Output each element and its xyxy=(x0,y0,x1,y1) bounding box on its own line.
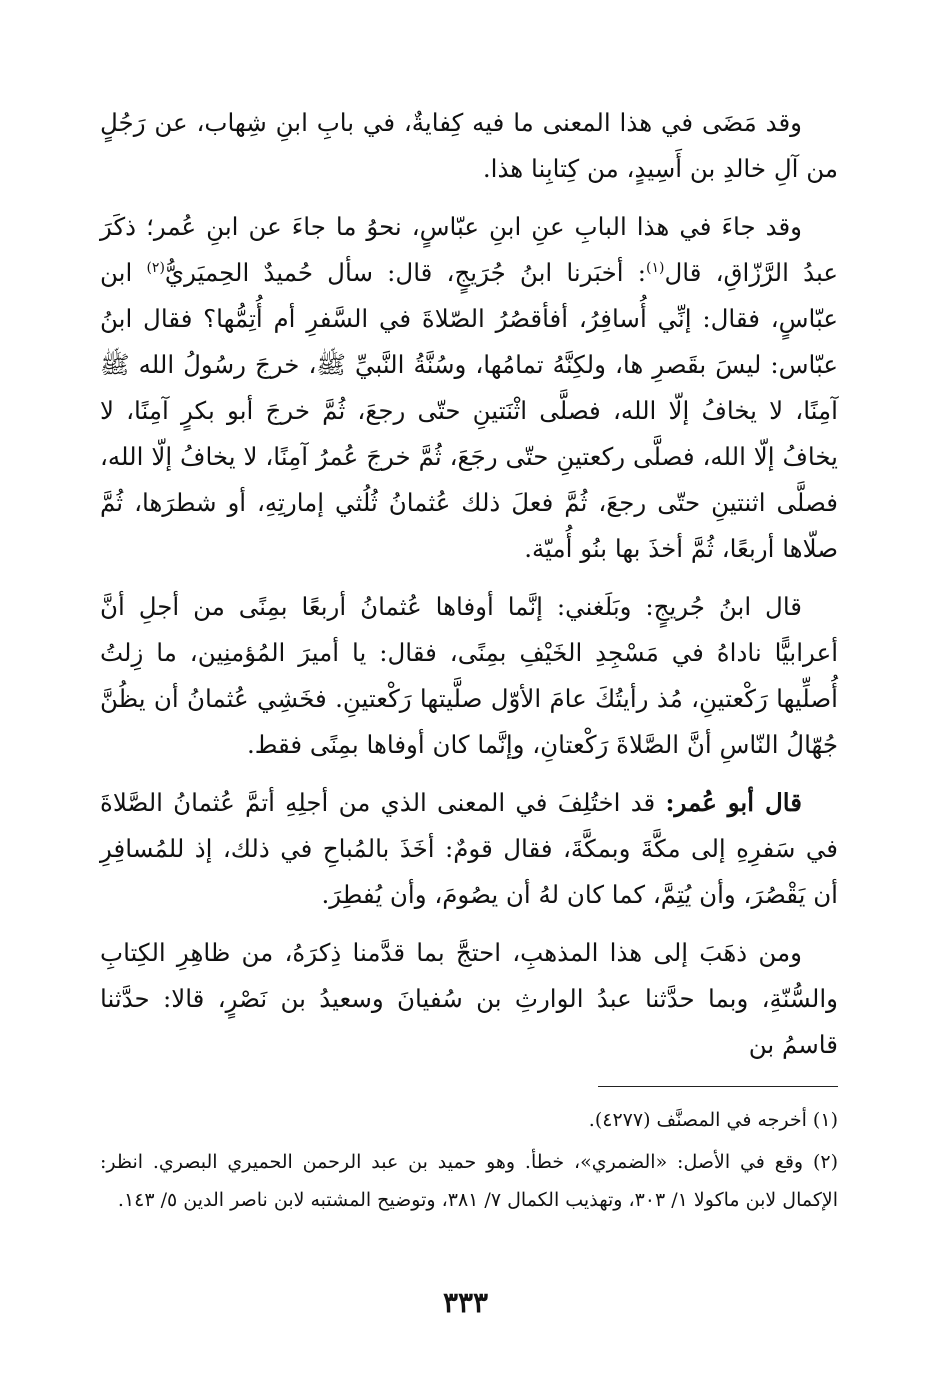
footnote-ref-2[interactable]: (٢) xyxy=(146,259,165,276)
footnote-1: (١) أخرجه في المصنَّف (٤٢٧٧). xyxy=(588,1109,838,1131)
footnote-2: (٢) وقع في الأصل: «الضمري»، خطأ. وهو حميد بن عبد الرحمن الحميري البصري. انظر: الإكمال لابن ماكولا ١/ ٣٠٣، وتهذيب الكمال ٧/ ٣٨١، وتوضيح المشتبه لابن ناصر الدين ٥/ ١٤٣. xyxy=(100,1151,838,1211)
page-body xyxy=(100,100,838,1223)
paragraph-2-part-1: وقد جاءَ في هذا البابِ عنِ ابنِ عبّاسٍ، نحوُ ما جاءَ عن ابنِ عُمر؛ ذكَرَ عبدُ الرَّزّاقِ، قال xyxy=(100,212,838,287)
paragraph-5: ومن ذهَبَ إلى هذا المذهبِ، احتجَّ بما قدَّمنا ذِكرَهُ، من ظاهِرِ الكِتابِ والسُّنّةِ، وبما حدَّثنا عبدُ الوارثِ بن سُفيانَ وسعيدُ بن نَصْرٍ، قالا: حدَّثنا قاسمُ بن xyxy=(100,938,838,1059)
paragraph-1: وقد مَضَى في هذا المعنى ما فيه كِفايةٌ، في بابِ ابنِ شِهاب، عن رَجُلٍ من آلِ خالدِ بن أَسِيدٍ، من كِتابِنا هذا. xyxy=(100,108,838,183)
paragraph-3: قال ابنُ جُريجٍ: وبَلَغني: إنَّما أوفاها عُثمانُ أربعًا بمِنًى من أجلِ أنَّ أعرابيًّا ناداهُ في مَسْجِدِ الخَيْفِ بمِنًى، فقال: يا أميرَ المُؤمنِين، ما زِلتُ أُصلِّيها رَكْعتينِ، مُذ رأيتُكَ عامَ الأوّل صلَّيتها رَكْعتينِ. فخَشِي عُثمانُ أن يظُنَّ جُهّالُ النّاسِ أنَّ الصَّلاةَ رَكْعتانِ، وإنَّما كان أوفاها بمِنًى فقط. xyxy=(100,592,838,759)
paragraph-4 xyxy=(100,780,838,918)
speaker-label: قال أبو عُمر: xyxy=(665,788,802,817)
paragraph-2 xyxy=(100,204,838,572)
paragraph-2-part-2: : أخبَرنا ابنُ جُرَيجٍ، قال: سأل حُميدٌ الحِميَريُّ xyxy=(164,258,646,287)
paragraph-4-text: قد اختُلِفَ في المعنى الذي من أجلِهِ أتمَّ عُثمانُ الصَّلاةَ في سَفرِهِ إلى مكَّةَ وبمكَّةَ، فقال قومٌ: أخَذَ بالمُباحِ في ذلك، إذ للمُسافِرِ أن يَقْصُرَ، وأن يُتِمَّ، كما كان لهُ أن يصُومَ، وأن يُفطِرَ. xyxy=(100,788,838,909)
page-number: ٣٣٣ xyxy=(442,1286,489,1319)
footnote-divider xyxy=(598,1086,838,1087)
footnote-ref-1[interactable]: (١) xyxy=(645,259,665,276)
paragraph-2-part-3: ابن عبّاسٍ، فقال: إنِّي أُسافِرُ، أفأقصُرُ الصّلاةَ في السَّفرِ أم أُتِمُّها؟ فقال ابنُ عبّاس: ليسَ بقَصرِ ها، ولكِنَّهُ تمامُها، وسُنَّةُ النَّبيِّ ﷺ، خرجَ رسُولُ الله ﷺ آمِنًا، لا يخافُ إلّا الله، فصلَّى اثْنَتينِ حتّى رجعَ، ثُمَّ خرجَ أبو بكرٍ آمِنًا، لا يخافُ إلّا الله، فصلَّى ركعتينِ حتّى رجَعَ، ثُمَّ خرجَ عُمرُ آمِنًا، لا يخافُ إلّا الله، فصلَّى اثنتينِ حتّى رجعَ، ثُمَّ فعلَ ذلك عُثمانُ ثُلُثي إمارتِهِ، أو شطرَها، ثُمَّ صلّاها أربعًا، ثُمَّ أخذَ بها بنُو أُميّة. xyxy=(100,258,838,563)
